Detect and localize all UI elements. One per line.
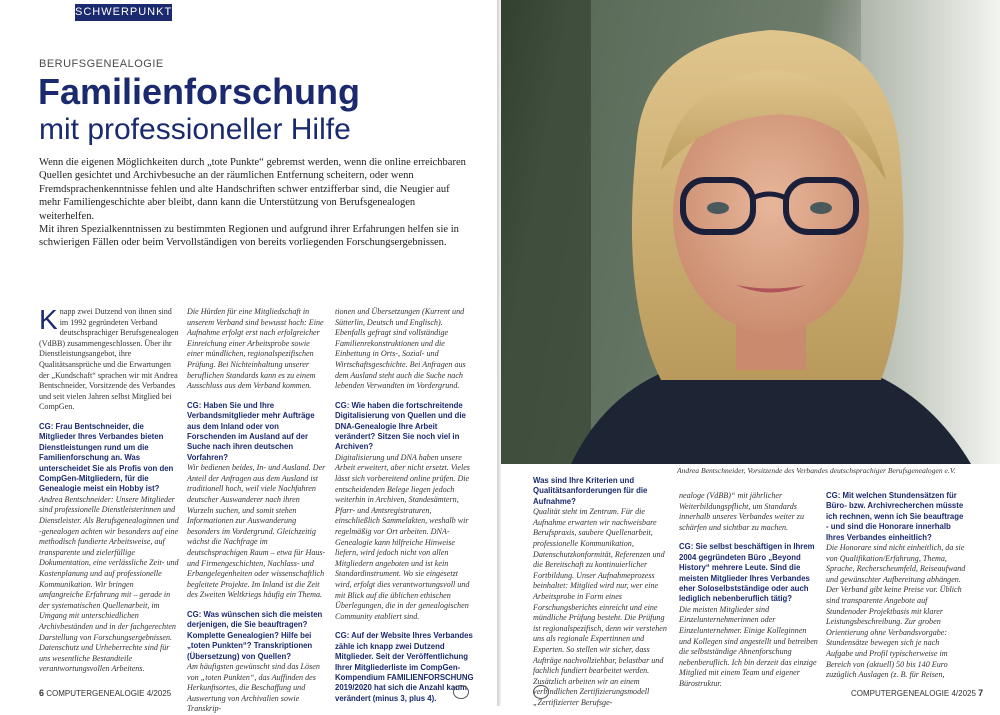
magazine-logo-icon <box>453 685 469 699</box>
question-3: CG: Was wünschen sich die meisten derjenigen, die Sie beauftragen? Komplette Genealogien? Hilfe bei „toten Punkten“? Transkriptionen (Übersetzung) von Quellen? <box>187 609 323 661</box>
question-5: CG: Auf der Website Ihres Verbandes zähle ich knapp zwei Dutzend Mitglieder. Seit der Veröffentlichung Ihrer Mitgliederliste im CompGen-Kompendium FAMILIENFORSCHUNG 2019/2020 hat sich die Anzahl kaum verändert (minus 3, plus 4). <box>335 631 474 703</box>
magazine-name: COMPUTERGENEALOGIE 4/2025 <box>851 689 976 698</box>
right-page <box>501 0 1000 706</box>
portrait-photo <box>501 0 1000 464</box>
page-number: 6 <box>39 688 45 698</box>
kicker: BERUFSGENEALOGIE <box>39 58 164 70</box>
magazine-name: COMPUTERGENEALOGIE 4/2025 <box>46 689 172 698</box>
answer-8: Die Honorare sind nicht einheitlich, da sie von Qualifikation/Erfahrung, Thema, Sprache, Recherscheumfeld, Reiseaufwand und gewünschter Aufbereitung abhängen. Der Verband gibt keine Preise vor. Üblich sind transparente Angebote auf Stundenoder Projektbasis mit klarer Leistungsbeschreibung. Zur groben Orientierung ohne Verbandsvorgabe: Stundensätze bewegen sich je nach Aufgabe und Profil typischerweise im Bereich von (aktuell) 50 bis 140 Euro zuzüglich Auslagen (z. B. für Reisen, <box>826 543 966 680</box>
column-6 <box>826 491 968 681</box>
paragraph: Die Hürden für eine Mitgliedschaft in unserem Verband sind bewusst hoch: Eine Aufnahme erfolgt erst nach erfolgreicher Einreichung einer Arbeitsprobe sowie einer mündlichen, regionalspezifischen Prüfung. Bei Nichteinhaltung unserer beruflichen Standards kann es zu einem Ausschluss aus dem Verband kommen. <box>187 307 324 391</box>
lead-paragraph <box>39 156 469 250</box>
column-3 <box>335 307 475 704</box>
paragraph: tionen und Übersetzungen (Kurrent und Sütterlin, Deutsch und Englisch). Ebenfalls gefragt sind vollständige Familienrekonstruktionen und die Einbettung in Orts-, Sozial- und Wirtschaftsgeschichte. Bei Anfragen aus dem Ausland steht auch die Suche nach lebenden Verwandten im Vordergrund. <box>335 307 466 391</box>
question-1: CG: Frau Bentschneider, die Mitglieder Ihres Verbandes bieten Dienstleistungen rund um die Familienforschung an. Was unterscheidet Sie als Profis von den CompGen-Mitgliedern, für die Genealogie meist ein Hobby ist? <box>39 421 174 494</box>
headline: Familienforschung <box>38 71 361 112</box>
column-4 <box>533 476 673 709</box>
section-tag: SCHWERPUNKT <box>75 4 172 21</box>
answer-1: Andrea Bentschneider: Unsere Mitglieder sind professionelle Dienstleisterinnen und Dienstleister. Als Berufsgenealoginnen und -genealogen achten wir besonders auf eine methodisch fundierte Arbeitsweise, auf transparente und zielerfüllige Dokumentation, eine verlässliche Zeit- und Kostenplanung und auf professionelle Kommunikation. Wir bringen umfangreiche Erfahrung mit – gerade in der systematischen Quellenarbeit, im Umgang mit unterschiedlichen Archivbeständen und in der fachgerechten Darstellung von Forschungsergebnissen. Datenschutz und Urheberrechte sind für uns wesentliche Bestandteile verantwortungsvollen Arbeitens. <box>39 494 179 674</box>
question-6: Was sind Ihre Kriterien und Qualitätsanforderungen für die Aufnahme? <box>533 476 648 506</box>
answer-6: Qualität steht im Zentrum. Für die Aufnahme erwarten wir nachweisbare Berufspraxis, saubere Quellenarbeit, professionelle Kommunikation, Datenschutzkonformität, Referenzen und die Bereitschaft zu kontinuierlicher Fortbildung. Unser Aufnahmeprozess beinhaltet: Mitglied wird nur, wer eine Arbeitsprobe in Form eines Forschungsberichts einreicht und eine mündliche Prüfung besteht. Die Prüfung ist regionalspezifisch, denn wir verstehen uns als regionale Expertinnen und Experten. So stellen wir sicher, dass Aufträge nachvollziehbar, belastbar und fachlich fundiert bearbeitet werden. Zusätzlich arbeiten wir an einem verbindlichen Zertifizierungsmodell „Zertifizierter Berufsge- <box>533 507 667 707</box>
answer-4: Digitalisierung und DNA haben unsere Arbeit erweitert, aber nicht ersetzt. Vieles lässt sich vorbereitend online prüfen. Die entscheidenden Belege liegen jedoch weiterhin in Archiven, Standesämtern, Pfarr- und Amtsregistraturen, einschließlich Sammelakten, weshalb wir regelmäßig vor Ort arbeiten. DNA-Genealogie kann hilfreiche Hinweise liefern, wird jedoch nicht von allen Mitgliedern angeboten und ist kein Standardinstrument. Wo sie eingesetzt wird, erfolgt dies verantwortungsvoll und mit Blick auf die üblichen ethischen Überlegungen, die in der genealogischen Community etabliert sind. <box>335 452 470 621</box>
page-footer-right <box>851 688 983 698</box>
question-4: CG: Wie haben die fortschreitende Digitalisierung von Quellen und die DNA-Genealogie Ihre Arbeit verändert? Sitzen Sie noch viel in Archiven? <box>335 400 466 452</box>
answer-3: Am häufigsten gewünscht sind das Lösen von „toten Punkten“, das Auffinden des Herkunftsortes, die Beschaffung und Auswertung von Archivalien sowie Transkrip- <box>187 661 320 714</box>
column-1 <box>39 304 179 675</box>
photo-caption: Andrea Bentschneider, Vorsitzende des Verbandes deutschsprachiger Berufsgenealogen e.V. <box>677 466 956 475</box>
page-number: 7 <box>978 688 984 698</box>
column-2 <box>187 307 327 715</box>
column-5 <box>679 491 819 690</box>
page-footer-left <box>39 688 171 698</box>
question-7: CG: Sie selbst beschäftigen in Ihrem 2004 gegründeten Büro „Beyond History“ mehrere Leute. Sind die meisten Mitglieder Ihres Verbandes eher Soloselbstständige oder auch lediglich nebenberuflich tätig? <box>679 542 815 604</box>
lead-text-2: Mit ihren Spezialkenntnissen zu bestimmten Regionen und aufgrund ihrer Erfahrungen helfen sie in schwierigen Fällen oder beim Vervollständigen von bereits vorliegenden Forschungsergebnissen. <box>39 224 459 249</box>
dropcap: K <box>39 304 58 335</box>
subheadline: mit professioneller Hilfe <box>39 113 351 146</box>
portrait-illustration <box>501 0 1000 464</box>
left-page <box>0 0 497 714</box>
question-8: CG: Mit welchen Stundensätzen für Büro- bzw. Archivrecherchen müsste ich rechnen, wenn ich Sie beauftrage - und sind die Honorare innerhalb Ihres Verbandes einheitlich? <box>826 491 964 542</box>
magazine-logo-icon <box>533 685 549 699</box>
paragraph: nealoge (VdBB)“ mit jährlicher Weiterbildungspflicht, um Standards innerhalb unseres Verbandes weiter zu schärfen und sichtbar zu machen. <box>679 491 804 532</box>
lead-text-1: Wenn die eigenen Möglichkeiten durch „tote Punkte“ gebremst werden, wenn die online erreichbaren Quellen gesichtet und Archivbesuche an der räumlichen Entfernung scheitern, oder wenn Fremdsprachenkenntnisse fehlen und alte Handschriften schwer entzifferbar sind, die Neugier auf mehr Familiengeschichte aber bleibt, dann kann die Unterstützung von Berufsgenealogen weiterhelfen. <box>39 157 466 222</box>
answer-2: Wir bedienen beides, In- und Ausland. Der Anteil der Anfragen aus dem Ausland ist traditionell hoch, weil viele Nachfahren deutscher Auswanderer nach ihren Wurzeln suchen, und somit stehen Informationen zur Auswanderung besonders im Vordergrund. Gleichzeitig wächst die Nachfrage im deutschsprachigen Raum – etwa für Haus- und Firmengeschichten, Nachlass- und Erbangelegenheiten oder wissenschaftlich begleitete Projekte. Im Inland ist die Zeit des Zweiten Weltkriegs häufig ein Thema. <box>187 463 326 600</box>
intro-text: napp zwei Dutzend von ihnen sind im 1992 gegründeten Verband deutschsprachiger Berufsgenealogen (VdBB) zusammengeschlossen. Über ihr Dienstleistungsangebot, ihre Qualitätsansprüche und die Erwartungen der „Kundschaft“ sprachen wir mit Andrea Bentschneider, Vorsitzende des Verbandes und seit vielen Jahren selbst Mitglied bei CompGen. <box>39 307 179 412</box>
answer-7: Die meisten Mitglieder sind Einzelunternehmerinnen oder Einzelunternehmer. Einige Kolleginnen und Kollegen sind angestellt und betreiben die selbstständige Ahnenforschung nebenberuflich. Ich bin derzeit das einzige Mitglied mit einem Team und eigener Bürostruktur. <box>679 604 818 688</box>
question-2: CG: Haben Sie und Ihre Verbandsmitglieder mehr Aufträge aus dem Inland oder von Forschenden im Ausland auf der Suche nach ihren deutschen Vorfahren? <box>187 400 315 462</box>
